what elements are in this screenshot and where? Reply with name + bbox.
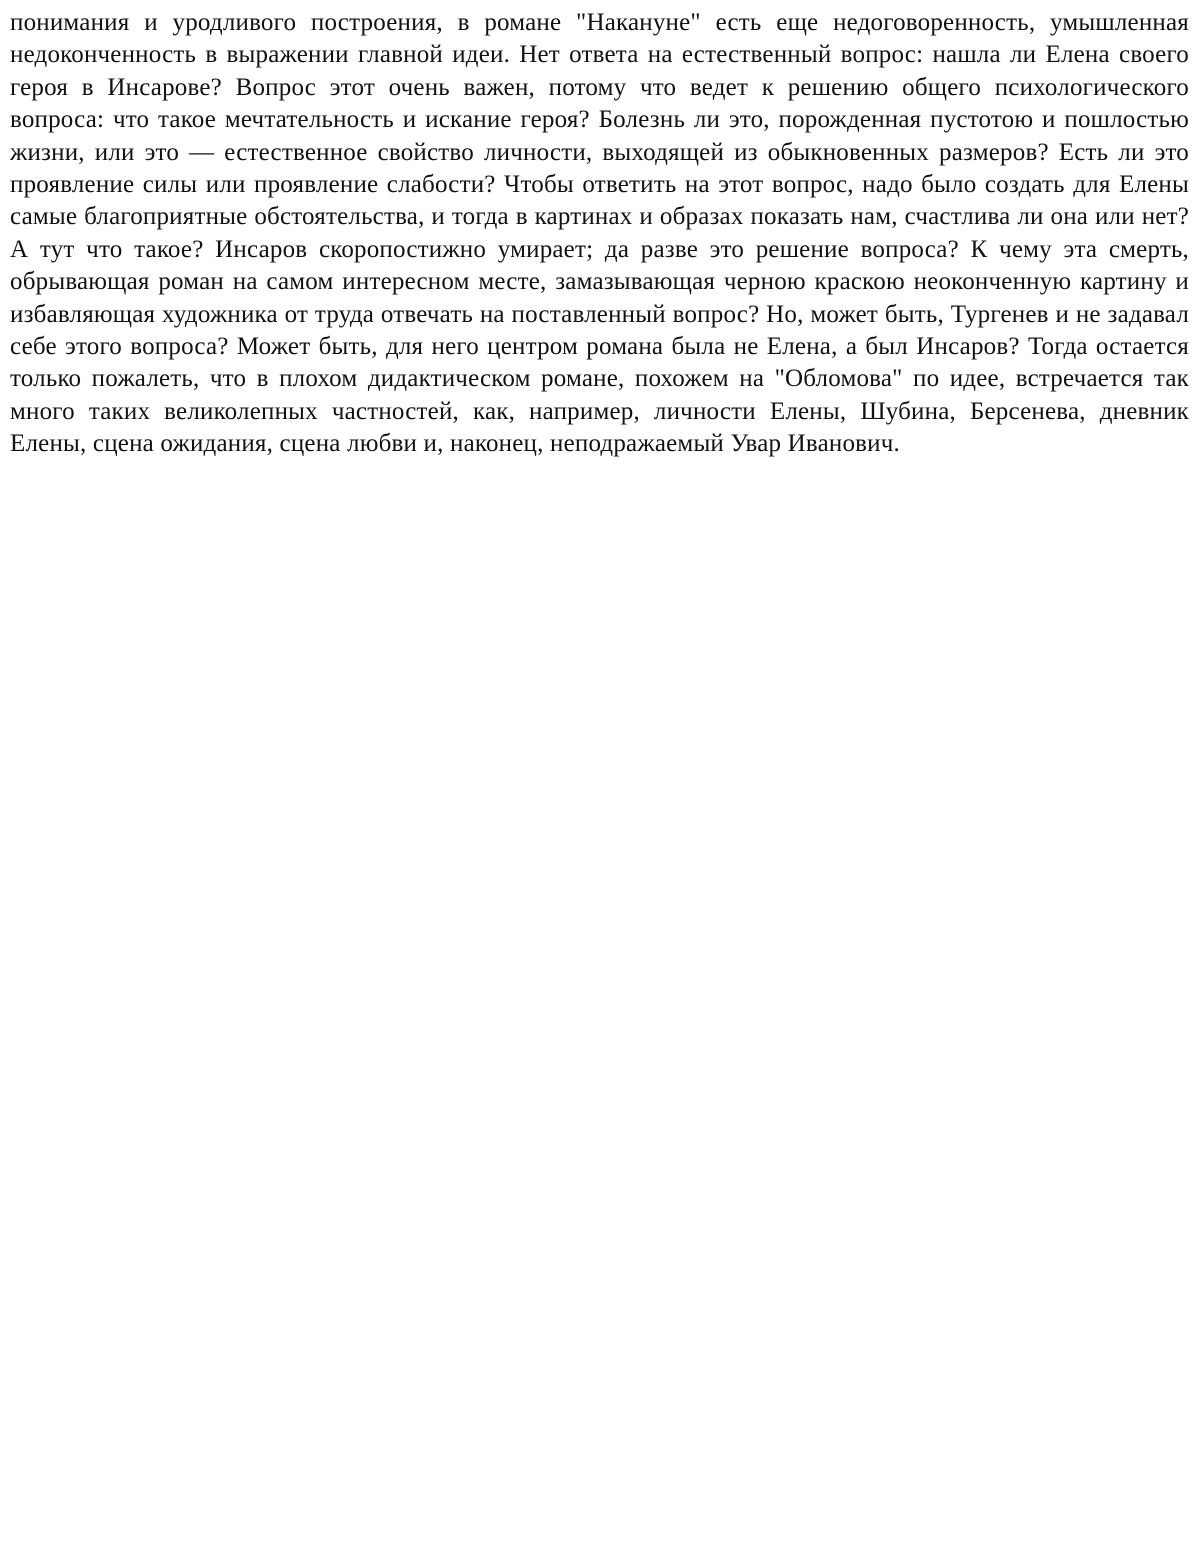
body-paragraph: понимания и уродливого построения, в романе "Накануне" есть еще недоговоренность, умышленная недоконченность в выражении главной идеи. Нет ответа на естественный вопрос: нашла ли Елена своего героя в Инсарове? Вопрос этот очень важен, потому что ведет к решению общего психологического вопроса: что такое мечтательность и искание героя? Болезнь ли это, порожденная пустотою и пошлостью жизни, или это — естественное свойство личности, выходящей из обыкновенных размеров? Есть ли это проявление силы или проявление слабости? Чтобы ответить на этот вопрос, надо было создать для Елены самые благоприятные обстоятельства, и тогда в картинах и образах показать нам, счастлива ли она или нет? А тут что такое? Инсаров скоропостижно умирает; да разве это решение вопроса? К чему эта смерть, обрывающая роман на самом интересном месте, замазывающая черною краскою неоконченную картину и избавляющая художника от труда отвечать на поставленный вопрос? Но, может быть, Тургенев и не задавал себе этого вопроса? Может быть, для него центром романа была не Елена, а был Инсаров? Тогда остается только пожалеть, что в плохом дидактическом романе, похожем на "Обломова" по идее, встречается так много таких великолепных частностей, как, например, личности Елены, Шубина, Берсенева, дневник Елены, сцена ожидания, сцена любви и, наконец, неподражаемый Увар Иванович. — [10, 9, 1189, 458]
document-page — [10, 7, 1189, 461]
